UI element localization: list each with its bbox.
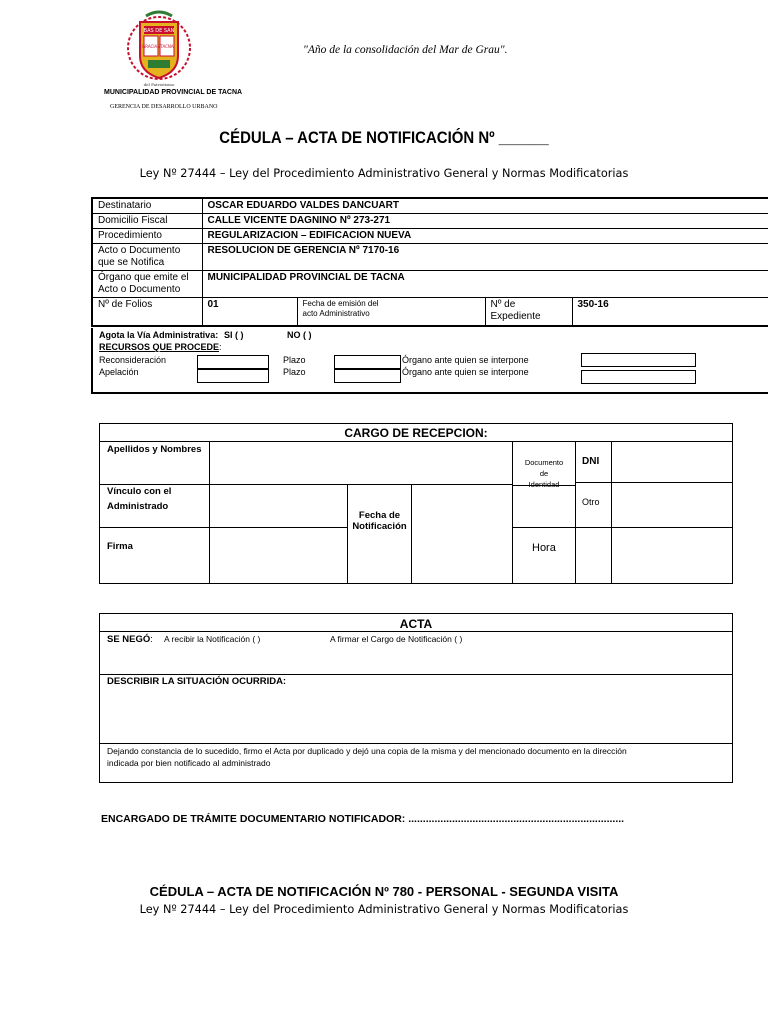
acto-value: RESOLUCION DE GERENCIA Nº 7170-16 (202, 244, 768, 271)
domicilio-label: Domicilio Fiscal (92, 214, 202, 229)
gerencia-name: GERENCIA DE DESARROLLO URBANO (110, 104, 218, 110)
se-nego-cargo: A firmar el Cargo de Notificación ( ) (330, 634, 463, 644)
se-nego-row: SE NEGÓ: (107, 634, 153, 645)
folios-label: Nº de Folios (92, 298, 202, 326)
apelacion-plazo-box[interactable] (334, 369, 401, 383)
organo-value: MUNICIPALIDAD PROVINCIAL DE TACNA (202, 271, 768, 298)
footer-law-reference: Ley Nº 27444 – Ley del Procedimiento Administrativo General y Normas Modificatorias (139, 903, 629, 916)
documento-identidad-label: Documento de Identidad (524, 458, 564, 489)
procedimiento-value: REGULARIZACION – EDIFICACION NUEVA (202, 229, 768, 244)
describir-label: DESCRIBIR LA SITUACIÓN OCURRIDA: (107, 676, 287, 687)
reconsideracion-box[interactable] (197, 355, 269, 369)
recursos-section (91, 328, 768, 394)
se-nego-notificacion: A recibir la Notificación ( ) (164, 634, 261, 644)
municipality-name: MUNICIPALIDAD PROVINCIAL DE TACNA (104, 89, 243, 96)
destinatario-value: OSCAR EDUARDO VALDES DANCUART (202, 198, 768, 214)
hora-label: Hora (532, 542, 556, 554)
procedimiento-label: Procedimiento (92, 229, 202, 244)
otro-label: Otro (582, 497, 600, 507)
law-reference: Ley Nº 27444 – Ley del Procedimiento Administrativo General y Normas Modificatorias (139, 167, 629, 180)
apelacion-box[interactable] (197, 369, 269, 383)
notification-table (91, 197, 768, 327)
expediente-label: Nº de Expediente (485, 298, 572, 326)
cargo-recepcion-box (99, 423, 733, 584)
constancia-text: Dejando constancia de lo sucedido, firmo el Acta por duplicado y dejó una copia de la misma y del mencionado documento en la dirección indicada por bien notificado al administrado (107, 746, 627, 768)
domicilio-value: CALLE VICENTE DAGNINO Nº 273-271 (202, 214, 768, 229)
organo-label: Órgano que emite el Acto o Documento (92, 271, 202, 298)
recurso-plazo: Plazo (283, 355, 306, 365)
dni-label: DNI (582, 456, 600, 467)
svg-text:BAS DE SAN: BAS DE SAN (143, 28, 175, 34)
reconsideracion-plazo-box[interactable] (334, 355, 401, 369)
recursos-procede: RECURSOS QUE PROCEDE: (99, 342, 222, 352)
destinatario-label: Destinatario (92, 198, 202, 214)
recurso-plazo: Plazo (283, 367, 306, 377)
expediente-value: 350-16 (572, 298, 768, 326)
fecha-emision-label: Fecha de emisión del acto Administrativo (297, 298, 485, 326)
agota-no: NO ( ) (287, 330, 312, 340)
recurso-organo: Órgano ante quien se interpone (402, 355, 529, 365)
recurso-tipo: Reconsideración (99, 355, 167, 365)
recurso-organo: Órgano ante quien se interpone (402, 367, 529, 377)
recurso-tipo: Apelación (99, 367, 139, 377)
apellidos-label: Apellidos y Nombres (107, 444, 202, 455)
firma-label: Firma (107, 541, 133, 552)
svg-text:del Patriotismo: del Patriotismo (143, 82, 175, 87)
reconsideracion-organo-box[interactable] (581, 353, 696, 367)
agota-si: SI ( ) (224, 330, 244, 340)
vinculo-label-1: Vínculo con el (107, 486, 172, 497)
municipality-logo (118, 10, 200, 88)
svg-text:GRACIAS: GRACIAS (142, 44, 160, 49)
agota-label: Agota la Vía Administrativa: (99, 330, 219, 340)
document-title: CÉDULA – ACTA DE NOTIFICACIÓN Nº ______ (219, 128, 549, 147)
folios-value: 01 (202, 298, 297, 326)
acta-title: ACTA (399, 617, 433, 631)
svg-text:TACNA: TACNA (160, 44, 174, 49)
acta-box (99, 613, 733, 783)
apelacion-organo-box[interactable] (581, 370, 696, 384)
cargo-title: CARGO DE RECEPCION: (344, 426, 488, 440)
vinculo-label-2: Administrado (107, 501, 169, 512)
year-motto: "Año de la consolidación del Mar de Grau". (303, 44, 508, 56)
encargado-line: ENCARGADO DE TRÁMITE DOCUMENTARIO NOTIFICADOR: .......................................................................... (101, 813, 625, 825)
fecha-notificacion-label: Fecha de Notificación (352, 510, 407, 532)
footer-title: CÉDULA – ACTA DE NOTIFICACIÓN Nº 780 - PERSONAL - SEGUNDA VISITA (149, 884, 619, 899)
acto-label: Acto o Documento que se Notifica (92, 244, 202, 271)
